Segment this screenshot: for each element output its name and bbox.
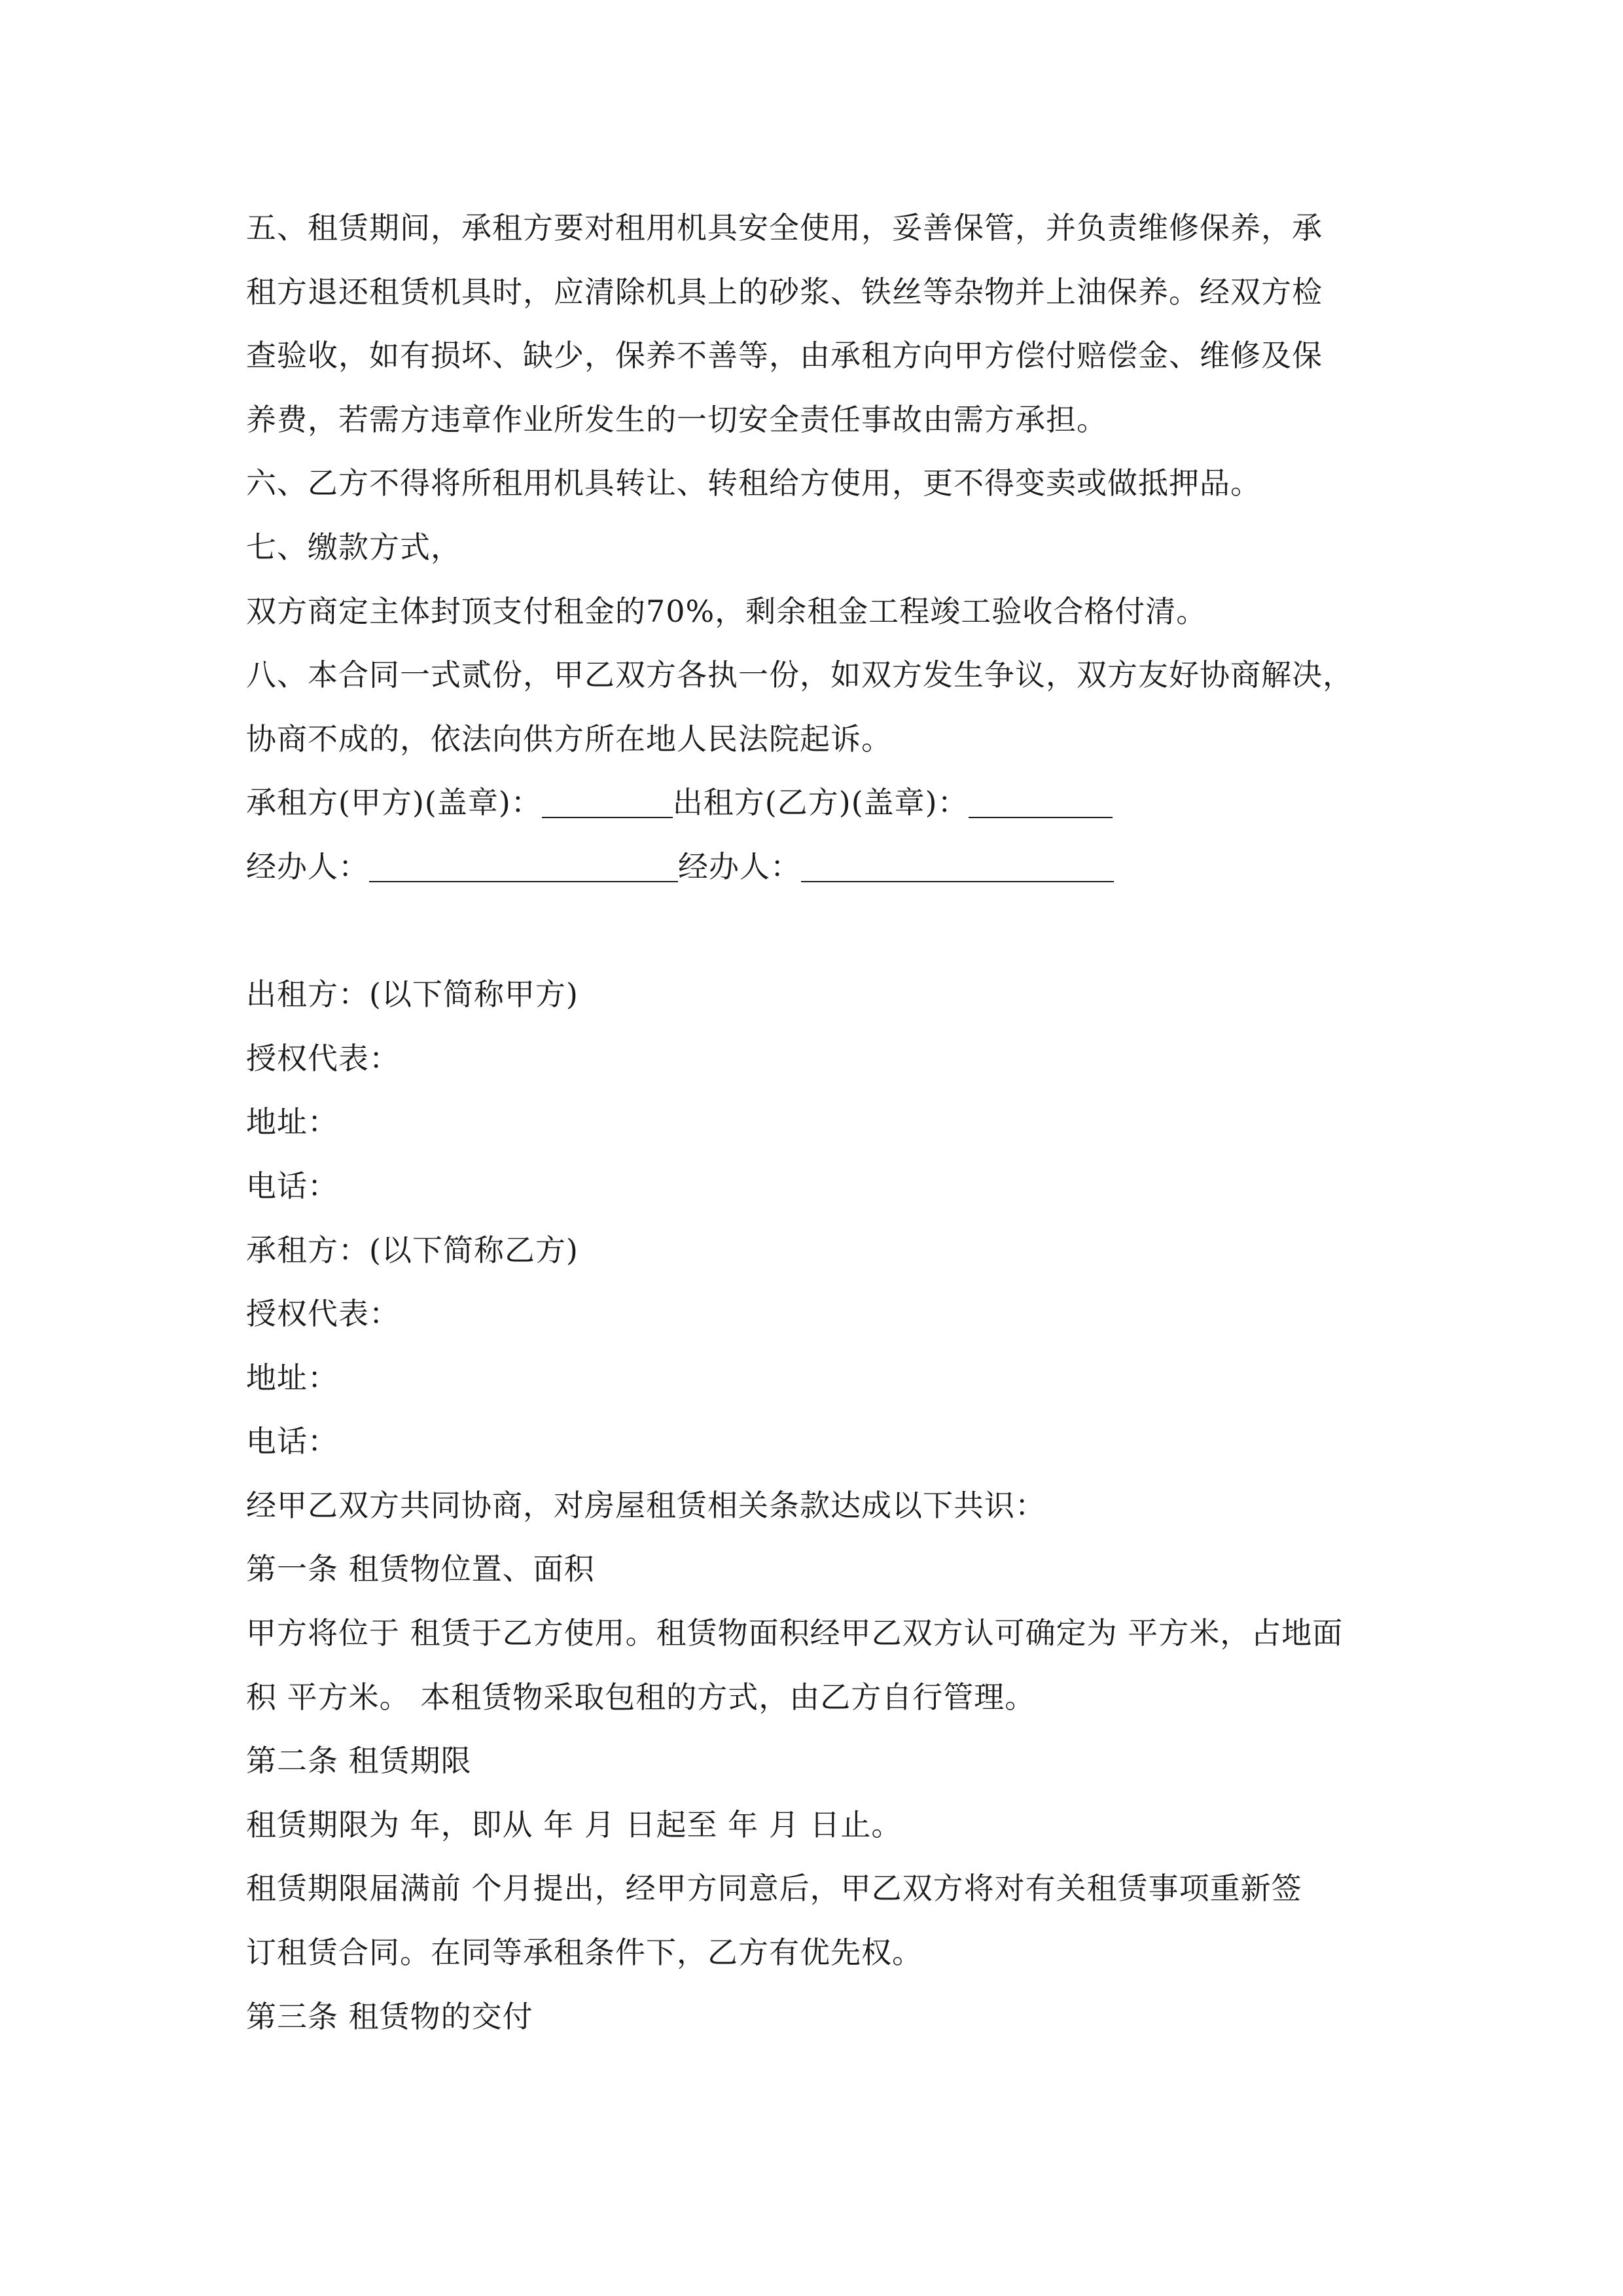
- lessor-party: 出租方：(以下简称甲方): [246, 977, 579, 1013]
- clause-5-line-3: 查验收，如有损坏、缺少，保养不善等，由承租方向甲方偿付赔偿金、维修及保: [246, 338, 1323, 374]
- lessee-seal-blank: [542, 787, 673, 818]
- lessee-seal-label: 承租方(甲方)(盖章)：: [246, 785, 542, 821]
- section-spacer: [246, 899, 1381, 963]
- clause-5-line-2: 租方退还租赁机具时，应清除机具上的砂浆、铁丝等杂物并上油保养。经双方检: [246, 274, 1323, 310]
- lessor-representative: 授权代表：: [246, 1040, 400, 1076]
- lessee-representative: 授权代表：: [246, 1296, 400, 1332]
- clause-7-heading: 七、缴款方式，: [246, 529, 461, 565]
- lessor-phone: 电话：: [246, 1168, 338, 1204]
- agreement-intro: 经甲乙双方共同协商，对房屋租赁相关条款达成以下共识：: [246, 1487, 1046, 1523]
- seal-signature-row: [246, 771, 1381, 835]
- article-2-renewal-line-2: 订租赁合同。在同等承租条件下，乙方有优先权。: [246, 1935, 923, 1971]
- lessor-address: 地址：: [246, 1104, 338, 1140]
- lessee-address: 地址：: [246, 1359, 338, 1395]
- article-3-heading: 第三条 租赁物的交付: [246, 1998, 533, 2034]
- clause-5-line-1: 五、租赁期间，承租方要对租用机具安全使用，妥善保管，并负责维修保养，承: [246, 210, 1323, 245]
- clause-6: 六、乙方不得将所租用机具转让、转租给方使用，更不得变卖或做抵押品。: [246, 465, 1261, 501]
- article-2-renewal-line-1: 租赁期限届满前 个月提出，经甲方同意后，甲乙双方将对有关租赁事项重新签: [246, 1871, 1302, 1907]
- article-2-heading: 第二条 租赁期限: [246, 1743, 472, 1779]
- agent-label-lessor: 经办人：: [678, 848, 801, 884]
- article-1-line-1: 甲方将位于 租赁于乙方使用。租赁物面积经甲乙双方认可确定为 平方米，占地面: [246, 1615, 1344, 1651]
- article-1-line-2: 积 平方米。 本租赁物采取包租的方式，由乙方自行管理。: [246, 1679, 1036, 1715]
- article-1-heading: 第一条 租赁物位置、面积: [246, 1551, 595, 1587]
- clause-8-line-2: 协商不成的，依法向供方所在地人民法院起诉。: [246, 721, 892, 757]
- clause-7-payment: 双方商定主体封顶支付租金的70%，剩余租金工程竣工验收合格付清。: [246, 593, 1207, 629]
- article-2-term: 租赁期限为 年，即从 年 月 日起至 年 月 日止。: [246, 1806, 902, 1842]
- lessee-party: 承租方：(以下简称乙方): [246, 1232, 579, 1268]
- contract-page: [246, 196, 1381, 2049]
- lessor-seal-label: 出租方(乙方)(盖章)：: [672, 785, 969, 821]
- agent-blank-lessee: [369, 851, 678, 882]
- agent-label-lessee: 经办人：: [246, 848, 369, 884]
- agent-signature-row: [246, 835, 1381, 899]
- lessee-phone: 电话：: [246, 1424, 338, 1460]
- clause-5-line-4: 养费，若需方违章作业所发生的一切安全责任事故由需方承担。: [246, 401, 1107, 437]
- lessor-seal-blank: [969, 787, 1113, 818]
- clause-8-line-1: 八、本合同一式贰份，甲乙双方各执一份，如双方发生争议，双方友好协商解决，: [246, 657, 1353, 693]
- agent-blank-lessor: [801, 851, 1114, 882]
